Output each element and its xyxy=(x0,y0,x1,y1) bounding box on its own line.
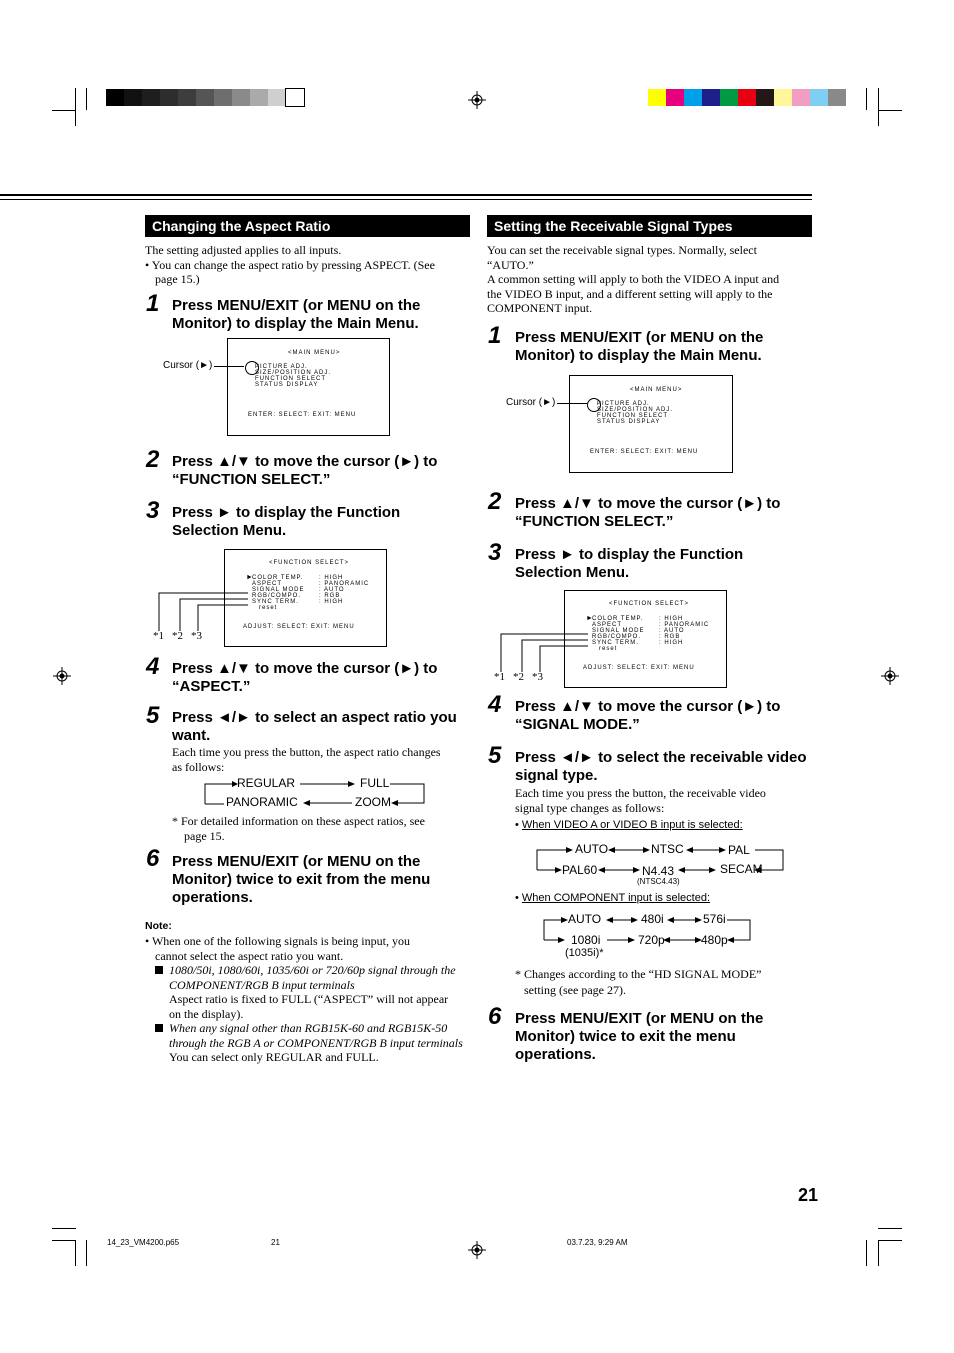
hd-note-line: * Changes according to the “HD SIGNAL MODE” xyxy=(515,967,762,981)
color-swatch xyxy=(214,89,232,106)
crop-mark xyxy=(86,88,87,110)
footer-date: 03.7.23, 9:29 AM xyxy=(567,1238,628,1247)
menu-item: SIZE/POSITION ADJ. xyxy=(597,407,674,413)
component-mode: 480p xyxy=(701,933,728,947)
callout-star: *3 xyxy=(532,671,543,683)
menu-item: SIGNAL MODE xyxy=(252,587,305,593)
video-mode: PAL60 xyxy=(562,863,598,877)
step-number: 3 xyxy=(146,497,160,524)
step-text xyxy=(172,504,400,540)
step-text xyxy=(515,329,763,365)
menu-item: ASPECT xyxy=(252,581,283,587)
main-menu-screen xyxy=(227,338,390,436)
step-line: “FUNCTION SELECT.” xyxy=(515,513,674,530)
step-line: Press ► to display the Function xyxy=(515,546,744,563)
step-line: Monitor) twice to exit the menu xyxy=(515,1028,736,1045)
color-swatch xyxy=(684,89,702,106)
color-swatch xyxy=(810,89,828,106)
crop-mark xyxy=(878,88,879,126)
note-line: When any signal other than RGB15K-60 and RGB15K-50 xyxy=(169,1021,448,1035)
callout-star: *2 xyxy=(513,671,524,683)
color-swatch xyxy=(702,89,720,106)
menu-item: ASPECT xyxy=(592,622,623,628)
aspect-option: REGULAR xyxy=(237,776,296,790)
hd-note-line: setting (see page 27). xyxy=(524,982,626,997)
left-intro xyxy=(145,243,475,287)
color-swatch xyxy=(792,89,810,106)
hd-note xyxy=(515,967,762,997)
cursor-label: Cursor (►) xyxy=(506,397,556,408)
callout-star: *1 xyxy=(494,671,505,683)
menu-item: SIZE/POSITION ADJ. xyxy=(255,370,332,376)
bullet: • xyxy=(515,892,522,904)
video-mode: SECAM xyxy=(720,862,763,876)
step-text xyxy=(515,495,780,531)
crop-mark xyxy=(866,1240,867,1266)
desc-line: Each time you press the button, the receivable video xyxy=(515,786,766,800)
step-number: 2 xyxy=(146,446,160,473)
step-number: 4 xyxy=(488,691,502,718)
bullet-square-icon xyxy=(155,966,163,974)
component-input-label xyxy=(515,892,710,904)
right-intro xyxy=(487,243,812,316)
menu-value: : HIGH xyxy=(659,616,684,622)
step-number: 1 xyxy=(488,322,502,349)
video-mode: AUTO xyxy=(575,842,609,856)
menu-item: SYNC TERM. xyxy=(252,599,299,605)
bullet-square-icon xyxy=(155,1024,163,1032)
video-input-label xyxy=(515,819,743,831)
footnote-line: page 15. xyxy=(184,828,225,843)
step-line: “FUNCTION SELECT.” xyxy=(172,471,331,488)
menu-value: : HIGH xyxy=(659,640,684,646)
step5-desc xyxy=(515,786,766,815)
main-menu-screen xyxy=(569,375,733,473)
component-mode: 576i xyxy=(703,912,726,926)
aspect-footnote xyxy=(172,814,425,843)
intro-line: the VIDEO B input, and a different setting will apply to the xyxy=(487,286,773,301)
step-line: Press ► to display the Function xyxy=(172,504,401,521)
step-line: Press ◄/► to select the receivable video xyxy=(515,749,807,766)
color-swatch xyxy=(756,89,774,106)
menu-item: PICTURE ADJ. xyxy=(255,364,308,370)
step-line: Monitor) to display the Main Menu. xyxy=(515,347,762,364)
menu-value: : RGB xyxy=(659,634,681,640)
menu-item: STATUS DISPLAY xyxy=(597,419,661,425)
color-swatch xyxy=(648,89,666,106)
note-block xyxy=(145,934,475,963)
step-line: Press MENU/EXIT (or MENU on the xyxy=(515,1010,764,1027)
step-line: “ASPECT.” xyxy=(172,678,251,695)
cursor-label: Cursor (►) xyxy=(163,360,213,371)
step-line: operations. xyxy=(515,1046,596,1063)
intro-line: COMPONENT input. xyxy=(487,301,593,315)
note-title: Note: xyxy=(145,920,172,932)
color-swatch xyxy=(774,89,792,106)
note-line: cannot select the aspect ratio you want. xyxy=(155,948,344,963)
section-heading-signal: Setting the Receivable Signal Types xyxy=(487,215,812,237)
callout-star: *2 xyxy=(172,630,183,642)
menu-value: : HIGH xyxy=(319,575,344,581)
step-text xyxy=(172,453,437,489)
step-line: Monitor) to display the Main Menu. xyxy=(172,315,419,332)
menu-footer: ADJUST: SELECT: EXIT: MENU xyxy=(583,665,695,671)
menu-item: reset xyxy=(599,646,618,652)
registration-mark-icon xyxy=(468,1241,486,1259)
menu-title: <MAIN MENU> xyxy=(630,387,683,393)
note-line: on the display). xyxy=(169,1006,244,1021)
step-line: Press MENU/EXIT (or MENU on the xyxy=(172,297,421,314)
intro-line: “AUTO.” xyxy=(487,257,534,272)
desc-line: Each time you press the button, the aspect ratio changes xyxy=(172,745,441,759)
aspect-option: ZOOM xyxy=(355,795,391,809)
color-swatch xyxy=(178,89,196,106)
footer-page: 21 xyxy=(271,1238,280,1247)
desc-line: as follows: xyxy=(172,759,225,774)
color-swatch xyxy=(160,89,178,106)
color-swatch xyxy=(232,89,250,106)
callout-star: *1 xyxy=(153,630,164,642)
intro-line: You can set the receivable signal types. Normally, select xyxy=(487,243,757,257)
video-mode: PAL xyxy=(728,843,750,857)
video-mode: N4.43 xyxy=(642,864,675,878)
ntsc-note: (NTSC4.43) xyxy=(637,877,680,886)
menu-title: <MAIN MENU> xyxy=(288,350,341,356)
step-text xyxy=(515,1010,763,1064)
color-swatch xyxy=(286,89,304,106)
color-swatch xyxy=(106,89,124,106)
color-swatch xyxy=(124,89,142,106)
crop-mark xyxy=(878,110,902,111)
step-line: Press MENU/EXIT (or MENU on the xyxy=(515,329,764,346)
component-cycle xyxy=(540,912,755,960)
component-label-text: When COMPONENT input is selected: xyxy=(521,892,711,904)
color-swatch xyxy=(738,89,756,106)
crop-mark xyxy=(75,1240,76,1266)
crop-mark xyxy=(866,88,867,110)
menu-item: SIGNAL MODE xyxy=(592,628,645,634)
menu-item: RGB/COMPO. xyxy=(252,593,302,599)
menu-item: reset xyxy=(259,605,278,611)
step-number: 1 xyxy=(146,290,160,317)
step-text xyxy=(515,749,807,785)
color-swatch xyxy=(828,89,846,106)
cursor-arrow-icon: ► xyxy=(246,574,253,581)
menu-item: COLOR TEMP. xyxy=(252,575,304,581)
menu-value: : HIGH xyxy=(319,599,344,605)
intro-line: The setting adjusted applies to all inputs. xyxy=(145,243,342,257)
component-mode: 480i xyxy=(641,912,664,926)
menu-value: : PANORAMIC xyxy=(319,581,370,587)
step-text xyxy=(172,709,457,745)
step-line: “SIGNAL MODE.” xyxy=(515,716,640,733)
step-line: want. xyxy=(172,727,211,744)
note-line: 1080/50i, 1080/60i, 1035/60i or 720/60p signal through the xyxy=(169,963,456,977)
menu-value: : RGB xyxy=(319,593,341,599)
step-number: 5 xyxy=(488,742,502,769)
color-swatch xyxy=(196,89,214,106)
step-line: Press ▲/▼ to move the cursor (►) to xyxy=(172,660,438,677)
menu-title: <FUNCTION SELECT> xyxy=(269,560,350,566)
callout-lines xyxy=(150,575,250,635)
section-heading-aspect: Changing the Aspect Ratio xyxy=(145,215,470,237)
menu-item: RGB/COMPO. xyxy=(592,634,642,640)
component-note: (1035i)* xyxy=(565,947,604,959)
intro-line: A common setting will apply to both the VIDEO A input and xyxy=(487,272,780,286)
step-number: 3 xyxy=(488,539,502,566)
step5-desc xyxy=(172,745,441,774)
top-rule xyxy=(0,194,812,196)
color-swatch xyxy=(250,89,268,106)
component-mode: 720p xyxy=(638,933,665,947)
step-line: Press ◄/► to select an aspect ratio you xyxy=(172,709,457,726)
note-a xyxy=(169,963,474,1021)
menu-title: <FUNCTION SELECT> xyxy=(609,601,690,607)
step-line: Monitor) twice to exit from the menu xyxy=(172,871,431,888)
note-line: • When one of the following signals is being input, you xyxy=(145,934,410,948)
top-rule-thin xyxy=(0,199,812,200)
crop-mark xyxy=(52,110,76,111)
callout-star: *3 xyxy=(191,630,202,642)
color-swatch xyxy=(720,89,738,106)
registration-mark-icon xyxy=(53,667,71,685)
note-line: Aspect ratio is fixed to FULL (“ASPECT” will not appear xyxy=(169,992,449,1006)
color-swatch xyxy=(142,89,160,106)
step-number: 6 xyxy=(488,1003,502,1030)
step-line: Press MENU/EXIT (or MENU on the xyxy=(172,853,421,870)
note-b xyxy=(169,1021,474,1065)
component-mode: AUTO xyxy=(568,912,602,926)
menu-footer: ENTER: SELECT: EXIT: MENU xyxy=(590,449,699,455)
crop-mark xyxy=(878,1240,879,1266)
step-line: signal type. xyxy=(515,767,598,784)
video-mode: NTSC xyxy=(651,842,684,856)
menu-item: SYNC TERM. xyxy=(592,640,639,646)
step-text xyxy=(172,853,430,907)
page-number: 21 xyxy=(798,1185,819,1205)
intro-line: page 15.) xyxy=(155,272,200,286)
menu-footer: ENTER: SELECT: EXIT: MENU xyxy=(248,412,357,418)
step-number: 2 xyxy=(488,488,502,515)
step-number: 5 xyxy=(146,702,160,729)
color-swatch xyxy=(666,89,684,106)
crop-mark xyxy=(52,1228,76,1229)
step-text xyxy=(515,546,743,582)
aspect-option: PANORAMIC xyxy=(226,795,298,809)
registration-mark-icon xyxy=(881,667,899,685)
step-line: Selection Menu. xyxy=(515,564,630,581)
aspect-option: FULL xyxy=(360,776,390,790)
step-text xyxy=(172,297,420,333)
crop-mark xyxy=(878,1228,902,1229)
note-line: You can select only REGULAR and FULL. xyxy=(169,1050,379,1064)
menu-item: COLOR TEMP. xyxy=(592,616,644,622)
menu-item: FUNCTION SELECT xyxy=(255,376,327,382)
note-line: COMPONENT/RGB B input terminals xyxy=(169,977,355,992)
cursor-arrow-icon: ► xyxy=(586,615,593,622)
step-line: Press ▲/▼ to move the cursor (►) to xyxy=(515,698,781,715)
step-line: Selection Menu. xyxy=(172,522,287,539)
step-number: 4 xyxy=(146,653,160,680)
step-text xyxy=(515,698,780,734)
video-cycle xyxy=(533,842,788,890)
step-text xyxy=(172,660,437,696)
menu-item: STATUS DISPLAY xyxy=(255,382,319,388)
menu-item: FUNCTION SELECT xyxy=(597,413,669,419)
callout-lines xyxy=(492,616,592,676)
step-line: Press ▲/▼ to move the cursor (►) to xyxy=(172,453,438,470)
menu-footer: ADJUST: SELECT: EXIT: MENU xyxy=(243,624,355,630)
crop-mark xyxy=(86,1240,87,1266)
component-mode: 1080i xyxy=(571,933,601,947)
step-line: operations. xyxy=(172,889,253,906)
intro-line: • You can change the aspect ratio by pressing ASPECT. (See xyxy=(145,257,435,272)
video-label-text: When VIDEO A or VIDEO B input is selected: xyxy=(521,819,743,831)
desc-line: signal type changes as follows: xyxy=(515,800,665,815)
step-number: 6 xyxy=(146,845,160,872)
menu-value: : AUTO xyxy=(659,628,685,634)
crop-mark xyxy=(878,1240,902,1241)
registration-mark-icon xyxy=(468,91,486,109)
note-line: through the RGB A or COMPONENT/RGB B input terminals xyxy=(169,1035,463,1050)
color-swatch xyxy=(268,89,286,106)
menu-item: PICTURE ADJ. xyxy=(597,401,650,407)
aspect-cycle xyxy=(200,776,430,812)
step-line: Press ▲/▼ to move the cursor (►) to xyxy=(515,495,781,512)
menu-value: : AUTO xyxy=(319,587,345,593)
footer-file: 14_23_VM4200.p65 xyxy=(107,1238,180,1247)
crop-mark xyxy=(75,88,76,126)
bullet: • xyxy=(515,819,522,831)
footnote-line: * For detailed information on these aspect ratios, see xyxy=(172,814,425,828)
menu-value: : PANORAMIC xyxy=(659,622,710,628)
crop-mark xyxy=(52,1240,76,1241)
